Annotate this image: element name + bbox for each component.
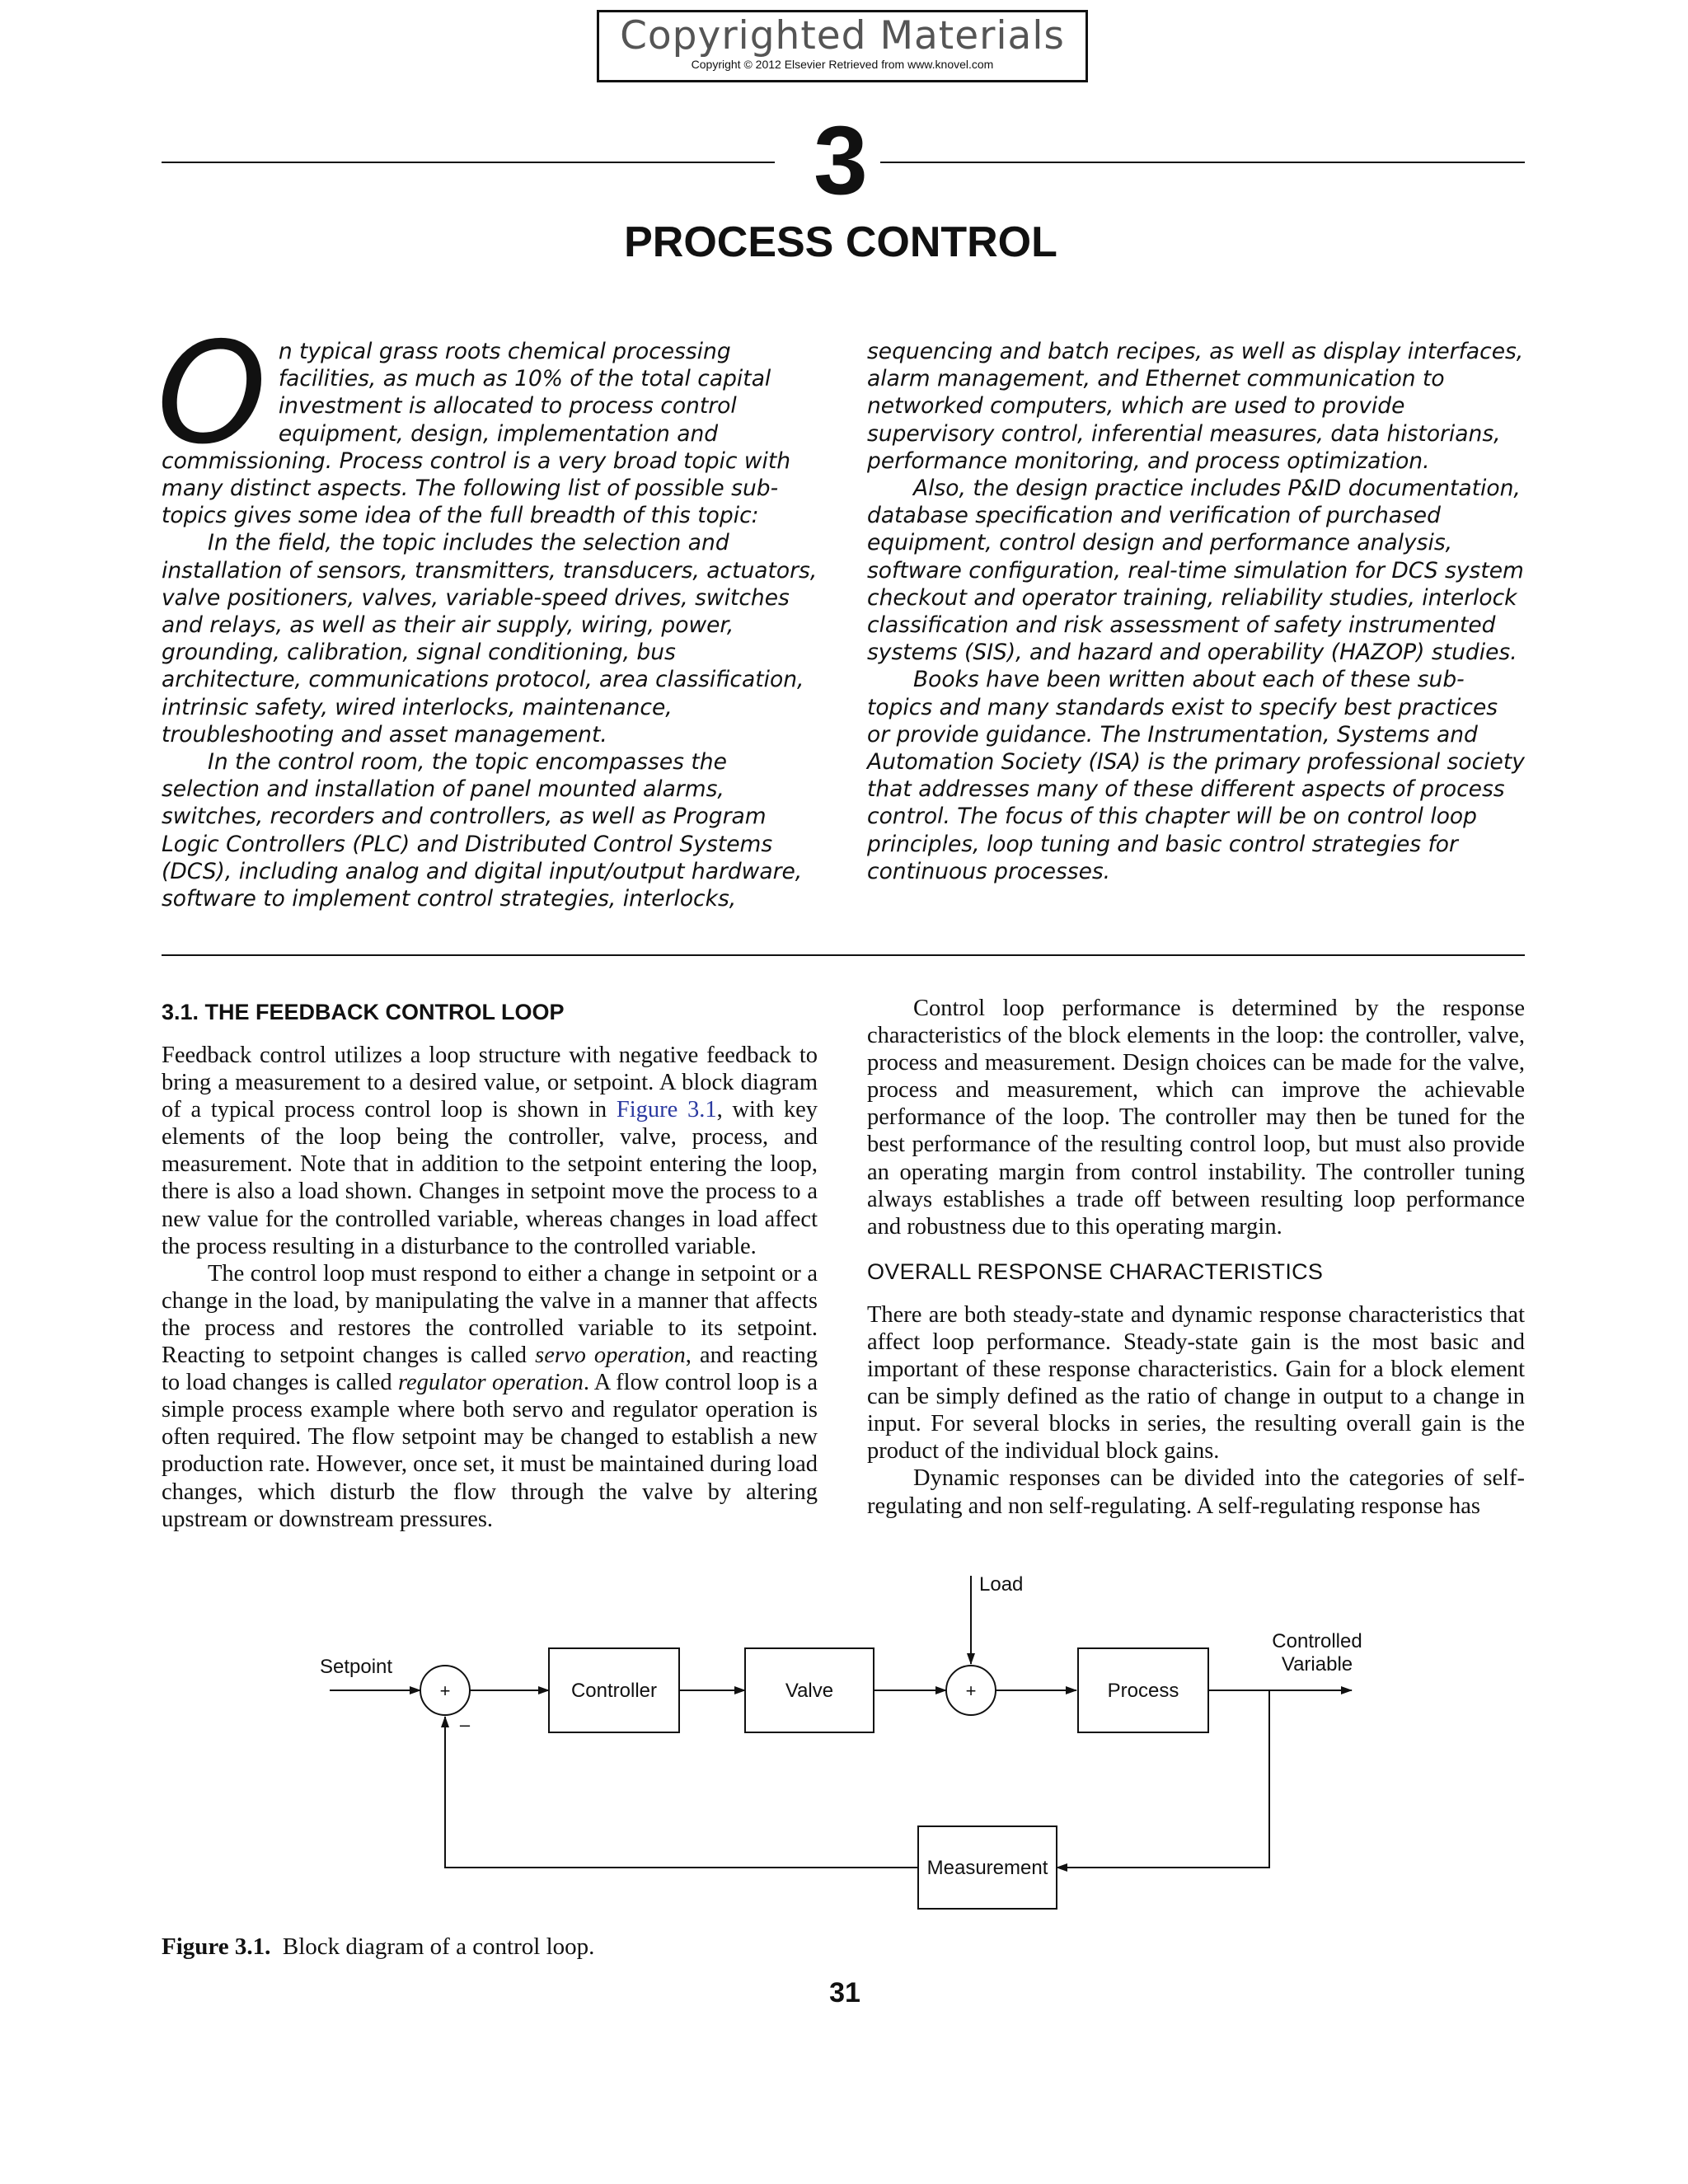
valve-label: Valve: [785, 1680, 834, 1702]
intro-paragraph: In the field, the topic includes the selection and installation of sensors, transmitters, transducers, actuators, valve positioners, valves, variable-speed drives, switches and relays, as well as their air supply, wiring, power, grounding, calibration, signal conditioning, bus architecture, communications protocol, area classification, intrinsic safety, wired interlocks, maintenance, troubleshooting and asset management.: [162, 530, 818, 748]
chapter-rule-left: [162, 162, 775, 163]
intro-paragraph: Books have been written about each of these sub-topics and many standards exist to specify best practices or provide guidance. The Instrumentation, Systems and Automation Society (ISA) is the primary professional society that addresses many of these different aspects of process control. The focus of this chapter will be on control loop principles, loop tuning and basic control strategies for continuous processes.: [867, 667, 1525, 884]
load-label: Load: [979, 1573, 1024, 1596]
stamp-copyright-line: Copyright © 2012 Elsevier Retrieved from www.knovel.com: [691, 58, 994, 71]
setpoint-label: Setpoint: [320, 1656, 393, 1678]
section-heading: 3.1. THE FEEDBACK CONTROL LOOP: [162, 1000, 565, 1024]
intro-paragraph: Also, the design practice includes P&ID documentation, database specification and verification of purchased equipment, control design and performance analysis, software configuration, real-time simulation for DCS system checkout and operator training, reliability studies, interlock classification and risk assessment of safety instrumented systems (SIS), and hazard and operability (HAZOP) studies.: [867, 476, 1524, 666]
measurement-label: Measurement: [926, 1857, 1048, 1879]
feedback-path-to-measurement: [1057, 1690, 1269, 1868]
minus-sign: –: [459, 1714, 471, 1735]
controlled-variable-label: Controlled: [1272, 1630, 1362, 1652]
body-paragraph: Control loop performance is determined by the response characteristics of the block elements in the loop: the controller, valve, process and measurement. Design choices can be made for the valve, process and measurement, which can improve the achievable performance of the loop. The controller may then be tuned for the best performance of the resulting control loop, but must also provide an operating margin from control instability. The controller tuning always establishes a trade off between resulting loop performance and robustness due to this operating margin.: [867, 996, 1525, 1240]
body-left-column: [162, 999, 818, 1533]
plus-sign: +: [439, 1680, 451, 1701]
intro-paragraph: sequencing and batch recipes, as well as display interfaces, alarm management, and Ethernet communication to networked computers, which are used to provide supervisory control, inferential measures, data historians, performance monitoring, and process optimization.: [867, 339, 1524, 474]
chapter-title: PROCESS CONTROL: [624, 218, 1057, 266]
intro-paragraph: In the control room, the topic encompasses the selection and installation of panel mounted alarms, switches, recorders and controllers, as well as Program Logic Controllers (PLC) and Distributed Control Systems (DCS), including analog and digital input/output hardware, software to implement control strategies, interlocks,: [162, 749, 803, 912]
copyright-stamp: [597, 10, 1088, 82]
body-paragraph: The control loop must respond to either a change in setpoint or a change in the load, by manipulating the valve in a manner that affects the process and restores the controlled variable to its setpoint. Reacting to setpoint changes is called servo operation, and reacting to load changes is called regulator operation. A flow control loop is a simple process example where both servo and regulator operation is often required. The flow setpoint may be changed to establish a new production rate. However, once set, it must be maintained during load changes, which disturb the flow through the valve by altering upstream or downstream pressures.: [162, 1260, 818, 1532]
drop-cap: O: [157, 312, 267, 476]
caption-text: Block diagram of a control loop.: [282, 1933, 595, 1960]
body-paragraph: There are both steady-state and dynamic response characteristics that affect loop performance. Steady-state gain is the most basic and important of these response characteristics. Gain for a block element can be simply defined as the ratio of change in output to a change in input. For several blocks in series, the resulting overall gain is the product of the individual block gains.: [867, 1301, 1525, 1465]
chapter-number: 3: [814, 106, 868, 215]
figure-link[interactable]: Figure 3.1: [616, 1097, 717, 1123]
body-paragraph: Feedback control utilizes a loop structure with negative feedback to bring a measurement to a desired value, or setpoint. A block diagram of a typical process control loop is shown in Figure 3.1, with key elements of the loop being the controller, valve, process, and measurement. Note that in addition to the setpoint entering the loop, there is also a load shown. Changes in setpoint move the process to a new value for the controlled variable, whereas changes in load affect the process resulting in a disturbance to the controlled variable.: [162, 1043, 818, 1259]
intro-left-column: [157, 312, 821, 912]
body-right-column: [867, 995, 1525, 1520]
feedback-path-to-sum: [445, 1717, 918, 1868]
controller-label: Controller: [570, 1680, 658, 1702]
process-label: Process: [1107, 1680, 1179, 1702]
subsection-heading: OVERALL RESPONSE CHARACTERISTICS: [867, 1258, 1324, 1284]
intro-right-column: [867, 338, 1526, 885]
stamp-title: Copyrighted Materials: [620, 13, 1065, 59]
caption-label: Figure 3.1.: [162, 1933, 271, 1960]
intro-paragraph: n typical grass roots chemical processing facilities, as much as 10% of the total capital investment is allocated to process control equipment, design, implementation and commissioning. Process control is a very broad topic with many distinct aspects. The following list of possible sub-topics gives some idea of the full breadth of this topic:: [162, 339, 791, 529]
control-loop-diagram: [297, 1566, 1426, 1920]
plus-sign: +: [965, 1680, 977, 1701]
figure-caption: [162, 1932, 594, 1961]
chapter-rule-right: [880, 162, 1525, 163]
controlled-variable-label: Variable: [1281, 1653, 1353, 1675]
section-divider: [162, 954, 1525, 956]
page-number: 31: [829, 1977, 860, 2008]
body-paragraph: Dynamic responses can be divided into the categories of self-regulating and non self-regulating. A self-regulating response has: [867, 1465, 1525, 1519]
